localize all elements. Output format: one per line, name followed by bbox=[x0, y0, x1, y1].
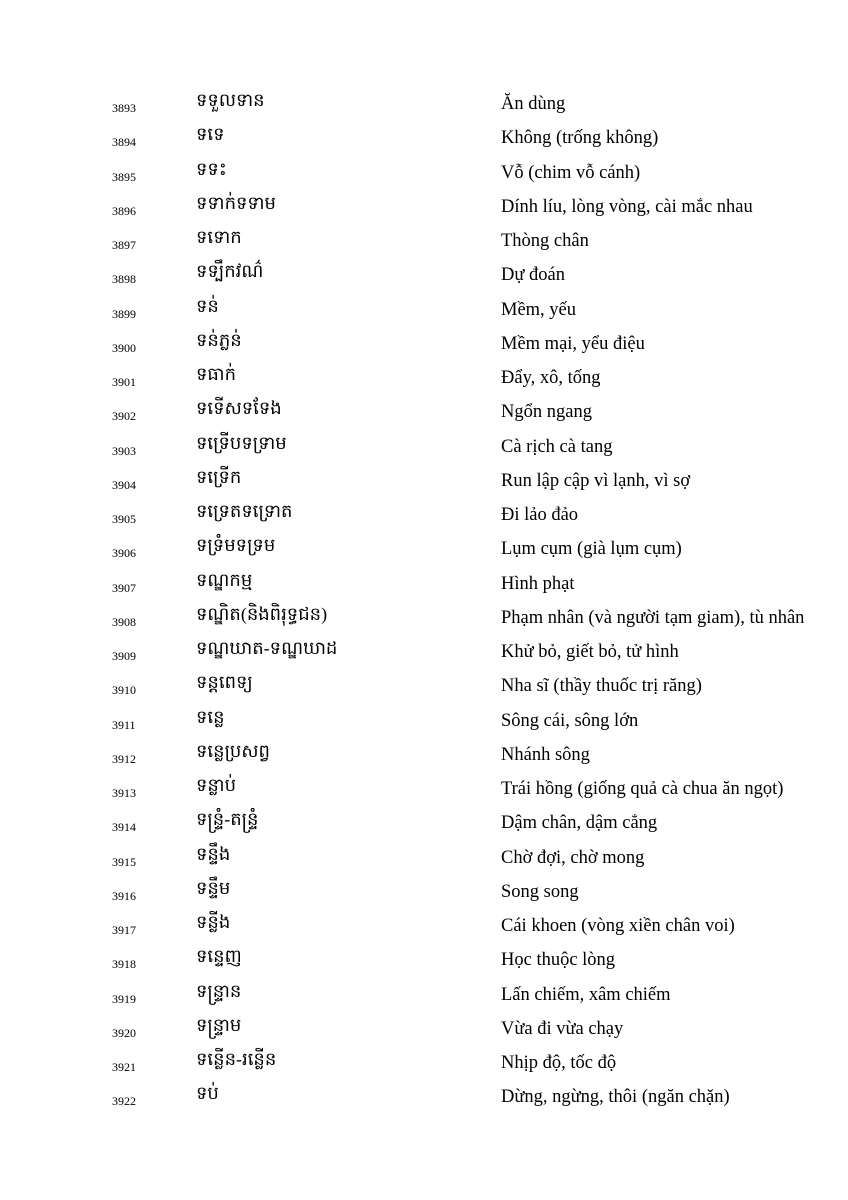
entry-number: 3922 bbox=[112, 1094, 136, 1109]
entry-row bbox=[0, 669, 848, 703]
entry-row bbox=[0, 943, 848, 977]
entry-row bbox=[0, 567, 848, 601]
entry-vietnamese-meaning: Lụm cụm (già lụm cụm) bbox=[501, 539, 682, 560]
entry-vietnamese-meaning: Cái khoen (vòng xiền chân voi) bbox=[501, 916, 735, 936]
entry-row bbox=[0, 704, 848, 738]
entry-row bbox=[0, 327, 848, 361]
entry-number: 3898 bbox=[112, 272, 136, 287]
entry-number: 3916 bbox=[112, 888, 136, 903]
entry-vietnamese-meaning: Song song bbox=[501, 881, 579, 902]
entry-vietnamese-meaning: Mềm, yếu bbox=[501, 299, 577, 320]
entry-row bbox=[0, 293, 848, 327]
entry-number: 3921 bbox=[112, 1060, 136, 1074]
entry-number: 3909 bbox=[112, 649, 136, 663]
entry-khmer-term: ទន្ទេញ bbox=[196, 946, 242, 967]
entry-row bbox=[0, 361, 848, 395]
entry-vietnamese-meaning: Vừa đi vừa chạy bbox=[501, 1018, 624, 1039]
entry-number: 3918 bbox=[112, 957, 136, 972]
entry-vietnamese-meaning: Nha sĩ (thầy thuốc trị răng) bbox=[501, 676, 702, 697]
entry-vietnamese-meaning: Phạm nhân (và người tạm giam), tù nhân bbox=[501, 607, 805, 628]
entry-number: 3910 bbox=[112, 683, 136, 698]
entry-khmer-term: ទទួលទាន bbox=[196, 90, 265, 110]
entry-khmer-term: ទន្លេ bbox=[196, 706, 225, 727]
entry-khmer-term: ទទ្បឹកវណ៌ bbox=[196, 261, 264, 282]
entry-khmer-term: ទណ្ឌកម្ម bbox=[196, 569, 253, 590]
entry-row bbox=[0, 806, 848, 840]
entry-row bbox=[0, 1080, 848, 1114]
entry-khmer-term: ទន្លើន-រន្លើន bbox=[196, 1049, 277, 1069]
entry-vietnamese-meaning: Dự đoán bbox=[501, 265, 565, 286]
entry-vietnamese-meaning: Học thuộc lòng bbox=[501, 950, 616, 971]
entry-row bbox=[0, 498, 848, 532]
entry-khmer-term: ទន្ទឹម bbox=[196, 877, 231, 898]
entry-vietnamese-meaning: Cà rịch cà tang bbox=[501, 436, 613, 457]
entry-number: 3908 bbox=[112, 614, 136, 629]
entry-row bbox=[0, 1046, 848, 1080]
entry-khmer-term: ទទ្រំមទទ្រម bbox=[196, 535, 276, 556]
entry-khmer-term: ទទះ bbox=[196, 158, 227, 179]
entry-vietnamese-meaning: Đi lảo đảo bbox=[501, 505, 579, 525]
entry-row bbox=[0, 978, 848, 1012]
entry-number: 3901 bbox=[112, 375, 136, 389]
entry-khmer-term: ទន្តពេទ្យ bbox=[196, 672, 253, 693]
entry-row bbox=[0, 430, 848, 464]
entry-vietnamese-meaning: Ăn dùng bbox=[501, 94, 566, 114]
entry-number: 3917 bbox=[112, 923, 136, 937]
entry-vietnamese-meaning: Nhịp độ, tốc độ bbox=[501, 1053, 617, 1073]
entry-vietnamese-meaning: Trái hồng (giống quả cà chua ăn ngọt) bbox=[501, 779, 784, 799]
entry-row bbox=[0, 738, 848, 772]
entry-khmer-term: ទទ្រេតទទ្រោត bbox=[196, 501, 293, 521]
entry-khmer-term: ទទោក bbox=[196, 227, 242, 247]
entry-number: 3907 bbox=[112, 580, 136, 595]
entry-khmer-term: ទន្ទឹង bbox=[196, 843, 231, 864]
entry-row bbox=[0, 601, 848, 635]
entry-vietnamese-meaning: Thòng chân bbox=[501, 231, 589, 251]
entry-khmer-term: ទទ្រើបទទ្រាម bbox=[196, 432, 287, 453]
entry-list bbox=[0, 87, 848, 1115]
entry-khmer-term: ទន្លីង bbox=[196, 912, 231, 932]
entry-row bbox=[0, 87, 848, 121]
entry-number: 3913 bbox=[112, 786, 136, 800]
entry-number: 3896 bbox=[112, 203, 136, 218]
entry-khmer-term: ទន់ភ្លន់ bbox=[196, 329, 242, 350]
entry-vietnamese-meaning: Không (trống không) bbox=[501, 128, 659, 149]
entry-row bbox=[0, 395, 848, 429]
entry-khmer-term: ទទើសទទែង bbox=[196, 398, 282, 419]
entry-khmer-term: ទន្ទ្រាម bbox=[196, 1014, 242, 1035]
entry-number: 3902 bbox=[112, 409, 136, 424]
entry-khmer-term: ទទេ bbox=[196, 124, 225, 145]
entry-row bbox=[0, 121, 848, 155]
entry-khmer-term: ទទាក់ទទាម bbox=[196, 192, 276, 213]
entry-number: 3919 bbox=[112, 991, 136, 1006]
entry-khmer-term: ទន្រ្ទំ-តន្រ្ទំ bbox=[196, 809, 259, 830]
entry-row bbox=[0, 190, 848, 224]
entry-row bbox=[0, 909, 848, 943]
entry-khmer-term: ទណ្ឌិត(និងពិរុទ្ធជន) bbox=[196, 603, 328, 624]
entry-khmer-term: ទន្លាប់ bbox=[196, 775, 236, 795]
entry-khmer-term: ទន្លេប្រសព្វ bbox=[196, 740, 270, 761]
entry-number: 3914 bbox=[112, 820, 136, 835]
entry-row bbox=[0, 156, 848, 190]
entry-number: 3920 bbox=[112, 1025, 136, 1040]
entry-khmer-term: ទន់ bbox=[196, 295, 219, 316]
entry-vietnamese-meaning: Run lập cập vì lạnh, vì sợ bbox=[501, 470, 691, 491]
entry-vietnamese-meaning: Đẩy, xô, tống bbox=[501, 368, 601, 388]
entry-vietnamese-meaning: Nhánh sông bbox=[501, 744, 590, 765]
entry-vietnamese-meaning: Khử bỏ, giết bỏ, tử hình bbox=[501, 642, 679, 662]
entry-vietnamese-meaning: Mềm mại, yểu điệu bbox=[501, 333, 645, 354]
entry-number: 3906 bbox=[112, 546, 136, 561]
entry-khmer-term: ទន្ទ្រាន bbox=[196, 980, 242, 1001]
entry-number: 3899 bbox=[112, 306, 136, 321]
entry-row bbox=[0, 464, 848, 498]
entry-number: 3895 bbox=[112, 169, 136, 184]
entry-vietnamese-meaning: Sông cái, sông lớn bbox=[501, 710, 639, 731]
entry-vietnamese-meaning: Hình phạt bbox=[501, 573, 575, 594]
entry-number: 3893 bbox=[112, 101, 136, 115]
entry-number: 3903 bbox=[112, 443, 136, 458]
entry-khmer-term: ទណ្ឌឃាត-ទណ្ឌឃាដ bbox=[196, 638, 338, 658]
entry-row bbox=[0, 258, 848, 292]
entry-row bbox=[0, 1012, 848, 1046]
entry-row bbox=[0, 635, 848, 669]
entry-vietnamese-meaning: Dính líu, lòng vòng, cài mắc nhau bbox=[501, 196, 753, 217]
entry-row bbox=[0, 224, 848, 258]
entry-vietnamese-meaning: Dậm chân, dậm cẳng bbox=[501, 813, 658, 834]
entry-number: 3905 bbox=[112, 512, 136, 526]
entry-number: 3894 bbox=[112, 135, 136, 150]
entry-number: 3912 bbox=[112, 751, 136, 766]
entry-number: 3904 bbox=[112, 477, 136, 492]
entry-row bbox=[0, 532, 848, 566]
entry-number: 3897 bbox=[112, 238, 136, 252]
entry-vietnamese-meaning: Ngổn ngang bbox=[501, 402, 592, 423]
entry-number: 3915 bbox=[112, 854, 136, 869]
entry-vietnamese-meaning: Chờ đợi, chờ mong bbox=[501, 847, 645, 868]
entry-khmer-term: ទទ្រើក bbox=[196, 466, 242, 487]
entry-khmer-term: ទប់ bbox=[196, 1083, 219, 1104]
entry-number: 3911 bbox=[112, 717, 136, 732]
entry-vietnamese-meaning: Vỗ (chim vỗ cánh) bbox=[501, 162, 641, 183]
entry-khmer-term: ទធាក់ bbox=[196, 364, 236, 384]
entry-row bbox=[0, 772, 848, 806]
entry-number: 3900 bbox=[112, 340, 136, 355]
entry-row bbox=[0, 875, 848, 909]
entry-row bbox=[0, 841, 848, 875]
entry-vietnamese-meaning: Dừng, ngừng, thôi (ngăn chặn) bbox=[501, 1087, 730, 1108]
entry-vietnamese-meaning: Lấn chiếm, xâm chiếm bbox=[501, 984, 671, 1005]
